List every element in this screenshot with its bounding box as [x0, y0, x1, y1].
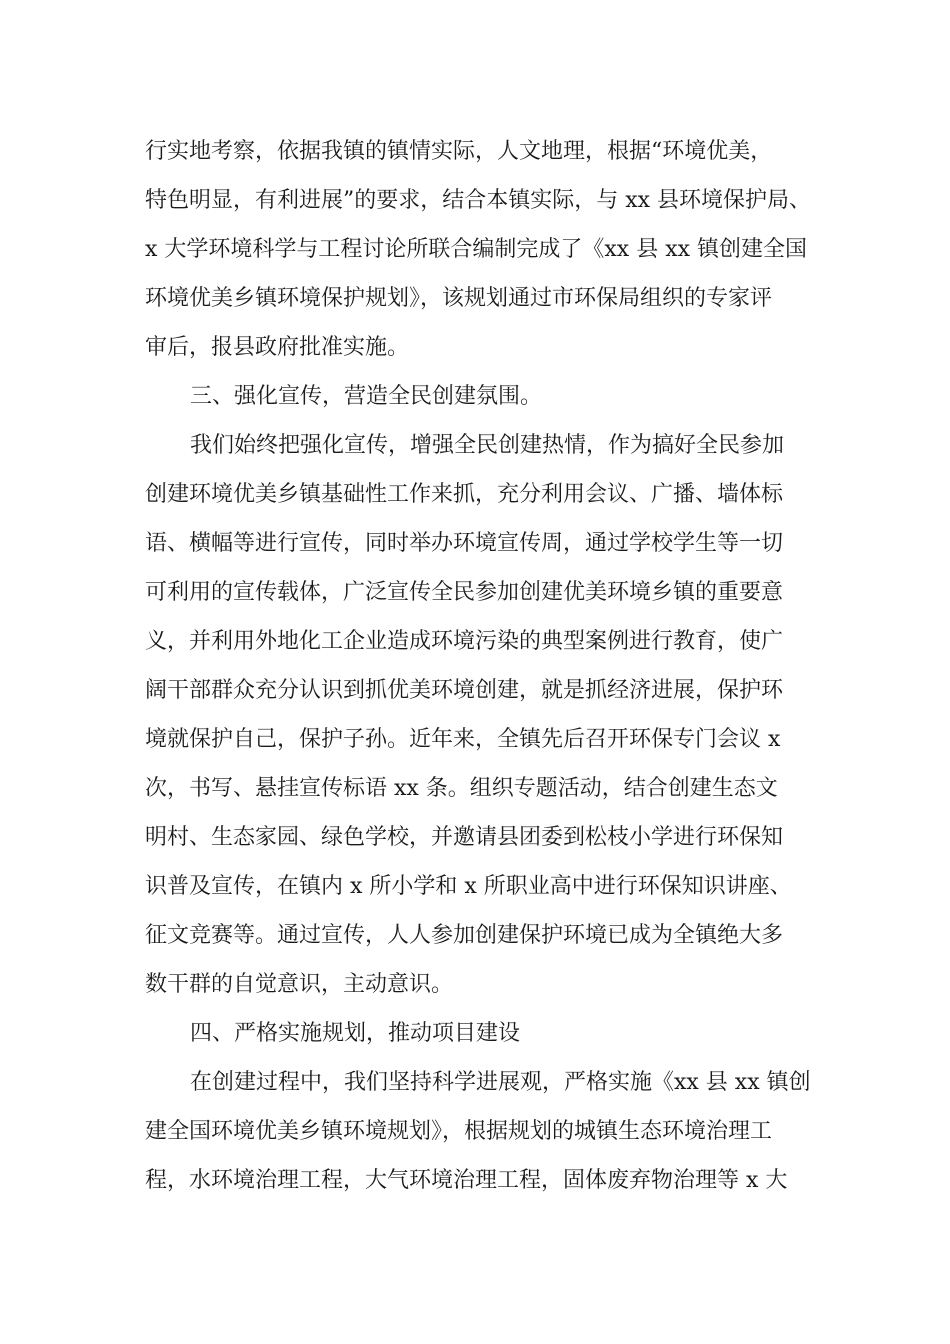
text-line: 语、横幅等进行宣传，同时举办环境宣传周，通过学校学生等一切	[145, 531, 784, 556]
text-line: 明村、生态家园、绿色学校，并邀请县团委到松枝小学进行环保知	[145, 825, 784, 850]
text-line: 识普及宣传，在镇内 x 所小学和 x 所职业高中进行环保知识讲座、	[145, 874, 792, 899]
text-line: 建全国环境优美乡镇环境规划》，根据规划的城镇生态环境治理工	[145, 1119, 773, 1144]
text-line: 创建环境优美乡镇基础性工作来抓，充分利用会议、广播、墙体标	[145, 482, 784, 507]
text-line: 可利用的宣传载体，广泛宣传全民参加创建优美环境乡镇的重要意	[145, 580, 784, 605]
text-line: 征文竞赛等。通过宣传，人人参加创建保护环境已成为全镇绝大多	[145, 923, 784, 948]
text-line: 义，并利用外地化工企业造成环境污染的典型案例进行教育，使广	[145, 629, 784, 654]
text-line: 特色明显，有利进展”的要求，结合本镇实际，与 xx 县环境保护局、	[145, 188, 812, 213]
document-body	[145, 127, 810, 1205]
text-line: x 大学环境科学与工程讨论所联合编制完成了《xx 县 xx 镇创建全国	[145, 237, 808, 262]
section-heading: 三、强化宣传，营造全民创建氛围。	[190, 384, 543, 409]
text-line: 行实地考察，依据我镇的镇情实际，人文地理，根据“环境优美，	[145, 139, 773, 164]
text-line: 境就保护自己，保护子孙。近年来，全镇先后召开环保专门会议 x	[145, 727, 781, 752]
section-heading: 四、严格实施规划，推动项目建设	[190, 1021, 521, 1046]
paragraph-first-line: 在创建过程中，我们坚持科学进展观，严格实施《xx 县 xx 镇创	[190, 1070, 811, 1095]
paragraph-first-line: 我们始终把强化宣传，增强全民创建热情，作为搞好全民参加	[190, 433, 785, 458]
text-line: 数干群的自觉意识，主动意识。	[145, 972, 454, 997]
text-line: 阔干部群众充分认识到抓优美环境创建，就是抓经济进展，保护环	[145, 678, 784, 703]
text-line: 审后，报县政府批准实施。	[145, 335, 410, 360]
text-line: 次，书写、悬挂宣传标语 xx 条。组织专题活动，结合创建生态文	[145, 776, 778, 801]
text-line: 程，水环境治理工程，大气环境治理工程，固体废弃物治理等 x 大	[145, 1168, 788, 1193]
text-line: 环境优美乡镇环境保护规划》，该规划通过市环保局组织的专家评	[145, 286, 773, 311]
